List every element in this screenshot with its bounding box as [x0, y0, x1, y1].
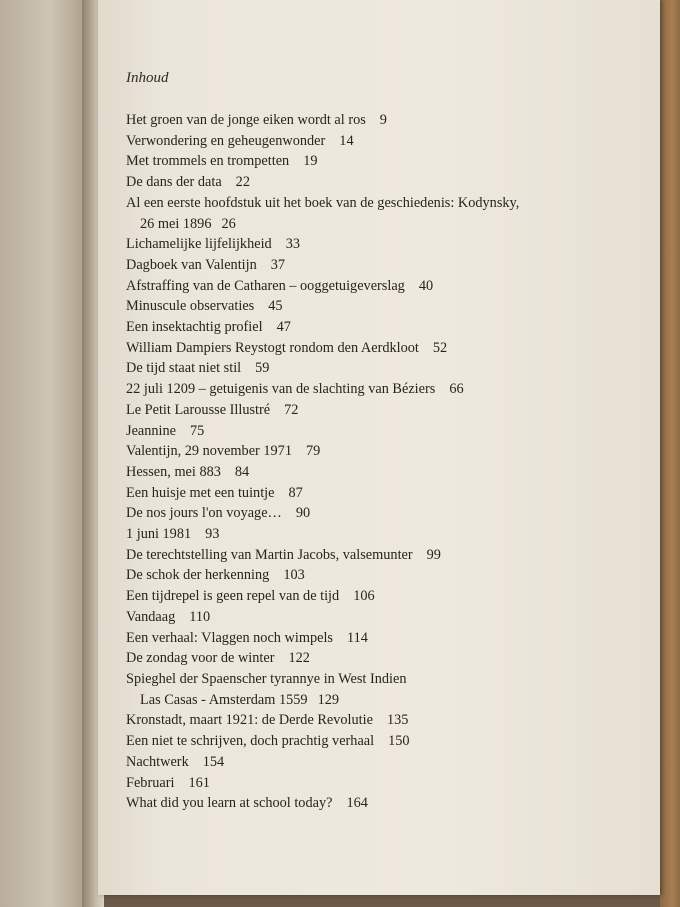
- toc-entry-title: 1 juni 1981: [126, 526, 192, 543]
- toc-entry: [126, 400, 626, 421]
- toc-entry-page-number: 37: [270, 256, 286, 273]
- toc-entry: [126, 462, 626, 483]
- toc-entry-page-number: 9: [379, 112, 387, 128]
- toc-entry-page-number: 129: [317, 691, 340, 708]
- toc-entry-page-number: 59: [255, 360, 270, 377]
- toc-entry: [126, 752, 626, 773]
- toc-entry-page-number: 47: [276, 319, 291, 336]
- toc-entry: [126, 483, 626, 504]
- toc-entry-title: Een verhaal: Vlaggen noch wimpels: [126, 629, 333, 646]
- toc-entry: [126, 793, 626, 814]
- toc-entry-title: Jeannine: [126, 422, 177, 439]
- toc-entry-title: Afstraffing van de Catharen – ooggetuigeverslag: [126, 277, 405, 294]
- toc-entry: [126, 773, 626, 794]
- toc-entry-page-number: 75: [190, 422, 205, 439]
- toc-entry: [126, 131, 626, 152]
- toc-entry-page-number: 45: [268, 298, 283, 315]
- toc-entry: [126, 586, 626, 607]
- toc-entry-title: Valentijn, 29 november 1971: [126, 443, 292, 460]
- toc-entry-title: Dagboek van Valentijn: [126, 256, 257, 273]
- toc-entry-page-number: 110: [189, 608, 211, 625]
- toc-entry: [126, 151, 626, 172]
- toc-entry-title: Hessen, mei 883: [126, 463, 221, 480]
- toc-entry-continuation-line: [126, 690, 626, 711]
- toc-entry: [126, 110, 626, 131]
- toc-entry-page-number: 52: [432, 339, 448, 356]
- toc-entry: [126, 296, 626, 317]
- toc-entry-title: Nachtwerk: [126, 753, 189, 770]
- toc-entry: [126, 421, 626, 442]
- toc-entry-page-number: 106: [353, 588, 375, 605]
- toc-entry-page-number: 33: [285, 236, 300, 253]
- toc-entry-page-number: 99: [426, 546, 441, 563]
- toc-entry-page-number: 135: [386, 712, 409, 729]
- toc-entry-title: Minuscule observaties: [126, 298, 255, 315]
- toc-entry-title: Lichamelijke lijfelijkheid: [126, 236, 272, 253]
- toc-entry-page-number: 66: [449, 381, 464, 398]
- toc-entry: [126, 503, 626, 524]
- toc-entry-title: De nos jours l'on voyage…: [126, 505, 282, 522]
- toc-entry: [126, 607, 626, 628]
- toc-entry-continuation: 26 mei 1896: [140, 215, 212, 232]
- toc-entry: [126, 338, 626, 359]
- toc-entry: [126, 710, 626, 731]
- toc-entry-page-number: 161: [188, 774, 210, 791]
- toc-entry-page-number: 14: [339, 132, 354, 149]
- toc-entry-page-number: 84: [234, 463, 250, 480]
- toc-entry-page-number: 79: [305, 443, 321, 460]
- toc-entry-title: Een tijdrepel is geen repel van de tijd: [126, 588, 340, 605]
- toc-entry: [126, 276, 626, 297]
- toc-entry: [126, 255, 626, 276]
- toc-heading: Inhoud: [126, 70, 169, 86]
- toc-entry-title: Al een eerste hoofdstuk uit het boek van de geschiedenis: Kodynsky,: [126, 194, 520, 211]
- toc-entry-page-number: 154: [202, 753, 225, 770]
- toc-entry-title: William Dampiers Reystogt rondom den Aerdkloot: [126, 339, 419, 356]
- book-cover-edge: [660, 0, 680, 907]
- toc-entry-title: Verwondering en geheugenwonder: [126, 132, 326, 149]
- toc-entry: [126, 524, 626, 545]
- toc-entry-title: What did you learn at school today?: [126, 795, 333, 812]
- toc-entry-continuation-line: [126, 214, 626, 235]
- toc-entry: [126, 172, 626, 193]
- toc-entry-continuation: Las Casas - Amsterdam 1559: [140, 691, 308, 708]
- toc-entry-title: Een insektachtig profiel: [126, 319, 263, 336]
- toc-entry-page-number: 26: [221, 215, 236, 232]
- toc-entry-title: Een huisje met een tuintje: [126, 484, 275, 501]
- toc-entry-title: De zondag voor de winter: [126, 650, 275, 667]
- toc-entry-title: De dans der data: [126, 174, 222, 191]
- toc-entry-title: De schok der herkenning: [126, 567, 270, 584]
- toc-entry-title: Spieghel der Spaenscher tyrannye in West Indien: [126, 670, 407, 687]
- toc-entry: [126, 669, 626, 690]
- toc-entry-page-number: 19: [303, 153, 318, 170]
- toc-entry-title: Het groen van de jonge eiken wordt al ros: [126, 112, 366, 128]
- toc-entry-title: 22 juli 1209 – getuigenis van de slachting van Béziers: [126, 381, 436, 398]
- toc-entry-title: De terechtstelling van Martin Jacobs, valsemunter: [126, 546, 413, 563]
- toc-entry: [126, 358, 626, 379]
- toc-entry-title: Met trommels en trompetten: [126, 153, 290, 170]
- toc-entry: [126, 379, 626, 400]
- toc-entry-page-number: 122: [288, 650, 310, 667]
- toc-entry: [126, 648, 626, 669]
- toc-entry-page-number: 22: [235, 174, 250, 191]
- toc-entry-page-number: 164: [346, 795, 368, 812]
- toc-entry-title: Vandaag: [126, 608, 176, 625]
- toc-entry-page-number: 87: [288, 484, 303, 501]
- toc-entry-page-number: 72: [284, 401, 299, 418]
- table-of-contents: [126, 110, 626, 814]
- toc-entry-title: Kronstadt, maart 1921: de Derde Revolutie: [126, 712, 373, 729]
- toc-entry: [126, 441, 626, 462]
- toc-entry: [126, 234, 626, 255]
- toc-entry: [126, 731, 626, 752]
- toc-entry-title: Februari: [126, 774, 175, 791]
- toc-entry: [126, 193, 626, 214]
- toc-entry-page-number: 93: [205, 526, 220, 543]
- toc-entry: [126, 317, 626, 338]
- toc-entry-page-number: 150: [388, 733, 410, 750]
- toc-entry: [126, 545, 626, 566]
- toc-entry-page-number: 114: [346, 629, 368, 646]
- facing-page-left: [0, 0, 92, 907]
- toc-entry-title: Le Petit Larousse Illustré: [126, 401, 271, 418]
- toc-entry-page-number: 103: [283, 567, 305, 584]
- toc-entry-page-number: 90: [295, 505, 311, 522]
- toc-entry-title: De tijd staat niet stil: [126, 360, 242, 377]
- toc-entry: [126, 628, 626, 649]
- toc-entry-page-number: 40: [418, 277, 434, 294]
- toc-entry: [126, 565, 626, 586]
- toc-entry-title: Een niet te schrijven, doch prachtig verhaal: [126, 733, 375, 750]
